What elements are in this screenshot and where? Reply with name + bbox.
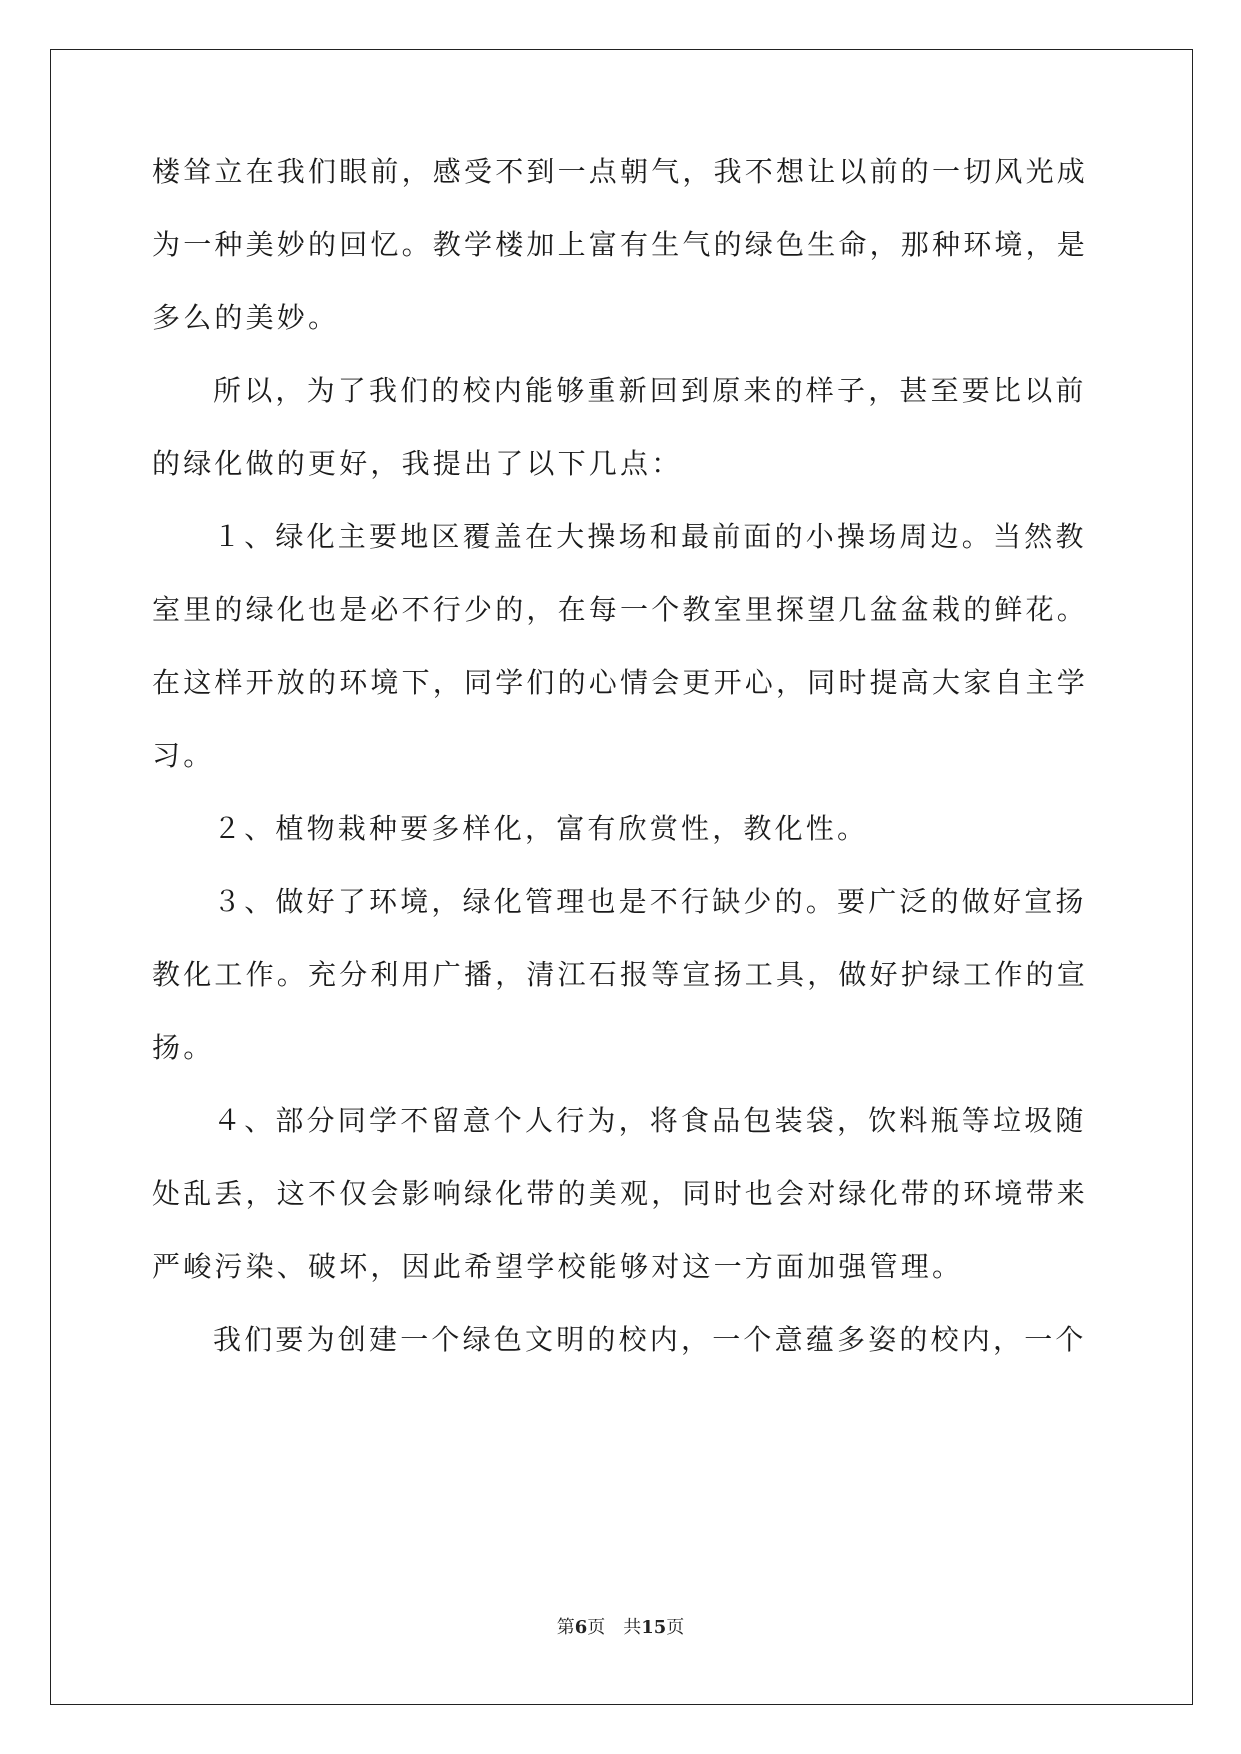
text-line-7: 室里的绿化也是必不行少的，在每一个教室里探望几盆盆栽的鲜花。 [152, 593, 1089, 626]
total-pages-number: 15 [641, 1617, 667, 1638]
page-footer [0, 1616, 1241, 1640]
footer-middle: 页 共 [587, 1617, 642, 1638]
text-line-4: 所以，为了我们的校内能够重新回到原来的样子，甚至要比以前 [213, 374, 1087, 407]
text-line-14: ４、部分同学不留意个人行为，将食品包装袋，饮料瓶等垃圾随 [213, 1104, 1087, 1137]
text-line-15: 处乱丢，这不仅会影响绿化带的美观，同时也会对绿化带的环境带来 [152, 1177, 1089, 1210]
text-line-11: ３、做好了环境，绿化管理也是不行缺少的。要广泛的做好宣扬 [213, 885, 1087, 918]
text-line-5: 的绿化做的更好，我提出了以下几点： [152, 447, 683, 480]
text-line-1: 楼耸立在我们眼前，感受不到一点朝气，我不想让以前的一切风光成 [152, 155, 1089, 188]
text-line-13: 扬。 [152, 1031, 215, 1064]
current-page-number: 6 [574, 1617, 588, 1638]
text-line-3: 多么的美妙。 [152, 301, 340, 334]
text-line-10: ２、植物栽种要多样化，富有欣赏性，教化性。 [213, 812, 869, 845]
text-line-6: １、绿化主要地区覆盖在大操场和最前面的小操场周边。当然教 [213, 520, 1087, 553]
text-line-12: 教化工作。充分利用广播，清江石报等宣扬工具，做好护绿工作的宣 [152, 958, 1089, 991]
text-line-2: 为一种美妙的回忆。教学楼加上富有生气的绿色生命，那种环境，是 [152, 228, 1089, 261]
text-line-9: 习。 [152, 739, 215, 772]
text-line-16: 严峻污染、破坏，因此希望学校能够对这一方面加强管理。 [152, 1250, 964, 1283]
footer-suffix: 页 [666, 1617, 685, 1638]
text-line-8: 在这样开放的环境下，同学们的心情会更开心，同时提高大家自主学 [152, 666, 1089, 699]
text-line-17: 我们要为创建一个绿色文明的校内，一个意蕴多姿的校内，一个 [213, 1323, 1087, 1356]
footer-prefix: 第 [556, 1617, 575, 1638]
